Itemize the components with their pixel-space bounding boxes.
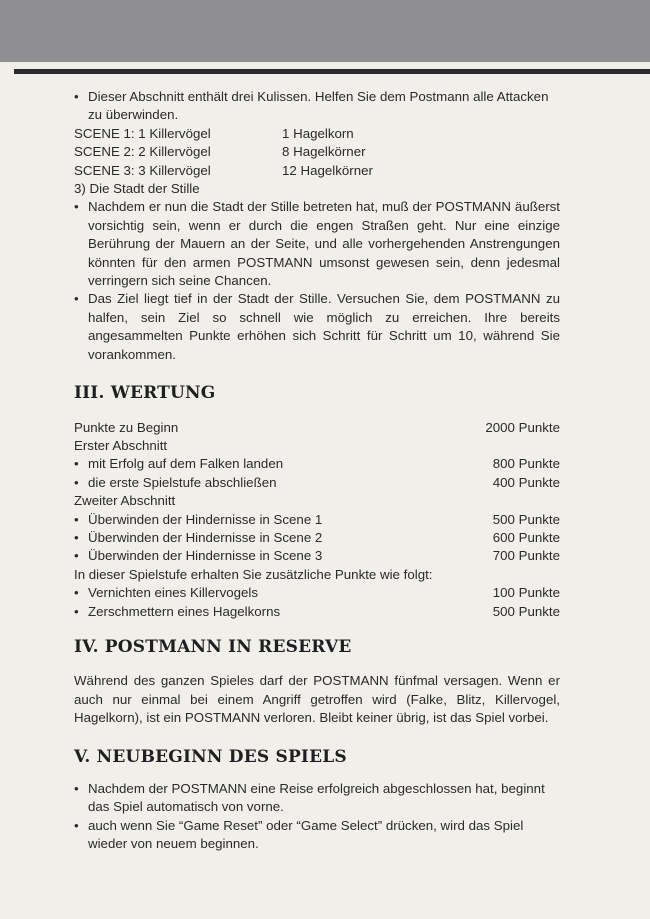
- scene-hail: 8 Hagelkörner: [282, 144, 366, 160]
- scene-label: SCENE 3: 3 Killervögel: [74, 162, 211, 178]
- section-heading-reserve: IV. POSTMANN IN RESERVE: [74, 636, 352, 657]
- score-label: • die erste Spielstufe abschließen: [74, 474, 276, 492]
- score-row: [74, 455, 560, 473]
- score-row: [74, 474, 560, 492]
- score-label: Punkte zu Beginn: [74, 419, 179, 435]
- score-row: [74, 529, 560, 547]
- score-label: • Überwinden der Hindernisse in Scene 3: [74, 547, 322, 565]
- subheading-city: 3) Die Stadt der Stille: [74, 181, 200, 197]
- scene-row: [74, 162, 560, 180]
- score-points: 600 Punkte: [492, 529, 560, 545]
- bullet-restart-reset: • auch wenn Sie “Game Reset” oder “Game Select” drücken, wird das Spiel wieder von neuem beginnen.: [74, 817, 560, 854]
- scene-label: SCENE 2: 2 Killervögel: [74, 144, 211, 160]
- score-label: • Überwinden der Hindernisse in Scene 2: [74, 529, 322, 547]
- score-label: • Vernichten eines Killervogels: [74, 584, 258, 602]
- scene-hail: 12 Hagelkörner: [282, 162, 373, 178]
- score-row: [74, 511, 560, 529]
- header-band: [0, 0, 650, 62]
- score-label: Zweiter Abschnitt: [74, 493, 176, 509]
- header-rule: [14, 69, 650, 74]
- score-row: [74, 584, 560, 602]
- score-row: [74, 603, 560, 621]
- scene-hail: 1 Hagelkorn: [282, 125, 354, 141]
- score-row: [74, 437, 560, 455]
- score-label: • Zerschmettern eines Hagelkorns: [74, 603, 280, 621]
- score-row: [74, 566, 560, 584]
- score-label: Erster Abschnitt: [74, 437, 168, 453]
- page-content: [74, 88, 560, 854]
- section-heading-neubeginn: V. NEUBEGINN DES SPIELS: [74, 746, 347, 767]
- score-points: 500 Punkte: [492, 511, 560, 527]
- score-row: [74, 419, 560, 437]
- score-label: In dieser Spielstufe erhalten Sie zusätzliche Punkte wie folgt:: [74, 566, 433, 582]
- bullet-scenes-intro: • Dieser Abschnitt enthält drei Kulissen. Helfen Sie dem Postmann alle Attacken zu überwinden.: [74, 88, 560, 125]
- score-points: 700 Punkte: [492, 548, 560, 564]
- section-heading-wertung: III. WERTUNG: [74, 383, 216, 404]
- score-points: 500 Punkte: [492, 603, 560, 619]
- scoring-table: [74, 419, 560, 621]
- score-label: • mit Erfolg auf dem Falken landen: [74, 455, 283, 473]
- scene-row: [74, 125, 560, 143]
- score-row: [74, 547, 560, 565]
- score-label: • Überwinden der Hindernisse in Scene 1: [74, 511, 322, 529]
- scene-row: [74, 143, 560, 161]
- bullet-restart-auto: • Nachdem der POSTMANN eine Reise erfolgreich abgeschlossen hat, beginnt das Spiel automatisch von vorne.: [74, 780, 560, 817]
- score-points: 400 Punkte: [492, 474, 560, 490]
- reserve-paragraph: Während des ganzen Spieles darf der POSTMANN fünfmal versagen. Wenn er auch nur einmal bei einem Angriff getroffen wird (Falke, Blitz, Killervogel, Hagelkorn), ist ein POSTMANN verloren. Bleibt keiner übrig, ist das Spiel vorbei.: [74, 673, 560, 726]
- bullet-city-caution: • Nachdem er nun die Stadt der Stille betreten hat, muß der POSTMANN äußerst vorsichtig sein, wenn er durch die engen Straßen geht. Nur eine einzige Berührung der Mauern an der Seite, und alle vorhergehenden Anstrengungen könnten für den armen POSTMANN umsonst gewesen sein, denn jedesmal verringern sich seine Chancen.: [74, 198, 560, 290]
- bullet-city-goal: • Das Ziel liegt tief in der Stadt der Stille. Versuchen Sie, dem POSTMANN zu halfen, sein Ziel so schnell wie möglich zu erreichen. Ihre bereits angesammelten Punkte erhöhen sich Schritt für Schritt um 10, während Sie vorankommen.: [74, 290, 560, 364]
- scene-label: SCENE 1: 1 Killervögel: [74, 125, 211, 141]
- score-points: 100 Punkte: [492, 585, 560, 601]
- score-row: [74, 492, 560, 510]
- scene-list: [74, 125, 560, 180]
- score-points: 800 Punkte: [492, 456, 560, 472]
- score-points: 2000 Punkte: [485, 419, 560, 435]
